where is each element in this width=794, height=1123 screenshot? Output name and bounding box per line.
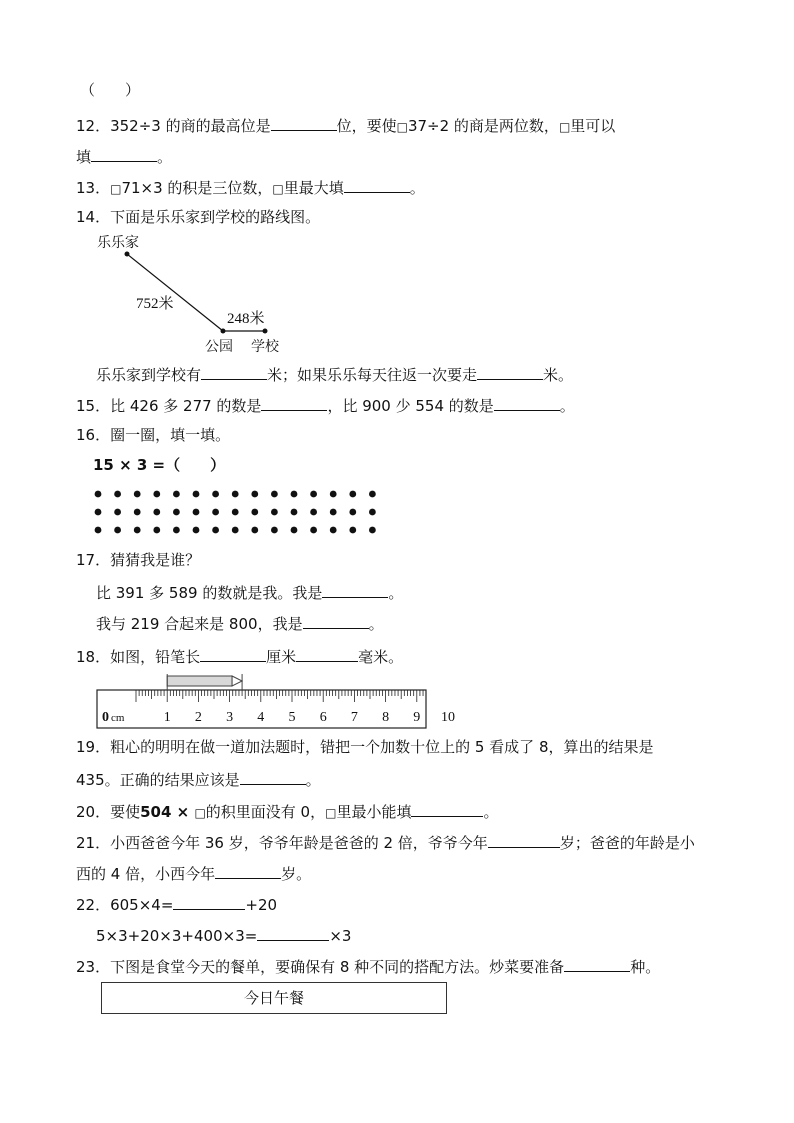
dot[interactable] (349, 509, 356, 516)
box-icon: □ (558, 120, 571, 134)
box-icon: □ (272, 182, 284, 196)
question-14-answer: 乐乐家到学校有 米；如果乐乐每天往返一次要走 米。 (96, 363, 573, 383)
dot[interactable] (114, 509, 121, 516)
dot[interactable] (153, 509, 160, 516)
answer-blank[interactable] (411, 800, 483, 817)
dot[interactable] (271, 491, 278, 498)
dot[interactable] (173, 491, 180, 498)
question-16: 16．圈一圈，填一填。 (76, 426, 231, 444)
answer-blank[interactable] (303, 612, 369, 629)
question-17: 17．猜猜我是谁？ (76, 551, 201, 569)
dot[interactable] (134, 491, 141, 498)
dot[interactable] (95, 527, 102, 534)
ruler-number-label: 6 (319, 710, 327, 725)
question-22-line2: 5×3+20×3+400×3= ×3 (96, 924, 351, 944)
ruler-number-label: 10 (441, 710, 455, 725)
answer-blank[interactable] (240, 768, 306, 785)
ruler-number-label: 8 (382, 710, 390, 725)
ruler-number-label: 7 (350, 710, 358, 725)
question-number: 21． (76, 834, 111, 852)
dot[interactable] (330, 527, 337, 534)
ruler-number-label: 4 (257, 710, 265, 725)
answer-blank[interactable] (173, 893, 245, 910)
dot[interactable] (153, 527, 160, 534)
school-point (263, 329, 268, 334)
box-icon: □ (396, 120, 408, 134)
question-21-line2: 西的 4 倍，小西今年 岁。 (76, 862, 311, 882)
ruler-number-label: 1 (163, 710, 171, 725)
box-icon: □ (325, 806, 337, 820)
question-number: 12． (76, 117, 111, 135)
question-15: 15．比 426 多 277 的数是 ，比 900 少 554 的数是 。 (76, 394, 575, 414)
question-number: 19． (76, 738, 111, 756)
dot[interactable] (173, 527, 180, 534)
menu-title: 今日午餐 (243, 989, 304, 1007)
answer-blank[interactable] (91, 145, 157, 162)
dot[interactable] (251, 491, 258, 498)
dot[interactable] (212, 491, 219, 498)
question-20: 20．要使504 × □的积里面没有 0，□里最小能填 。 (76, 800, 498, 820)
dot[interactable] (271, 527, 278, 534)
dot[interactable] (134, 509, 141, 516)
dot[interactable] (232, 491, 239, 498)
question-22-line1: 22．605×4= +20 (76, 893, 277, 913)
dot[interactable] (251, 509, 258, 516)
label-school: 学校 (251, 339, 279, 355)
answer-blank[interactable] (322, 581, 388, 598)
q11-answer-parens: （ ） (80, 81, 141, 99)
question-16-expression: 15 × 3 =（ ） (93, 456, 226, 474)
question-17-line1: 比 391 多 589 的数就是我。我是 。 (96, 581, 403, 601)
ruler-figure (96, 672, 455, 732)
answer-blank[interactable] (271, 114, 337, 131)
dot[interactable] (310, 509, 317, 516)
question-number: 15． (76, 397, 111, 415)
pencil-body (167, 676, 232, 686)
dot[interactable] (95, 491, 102, 498)
question-13: 13．□71×3 的积是三位数，□里最大填 。 (76, 176, 425, 196)
ruler-zero-label: 0 (102, 710, 109, 725)
box-icon: □ (194, 806, 206, 820)
answer-blank[interactable] (257, 924, 329, 941)
ruler-number-label: 3 (226, 710, 234, 725)
dot[interactable] (369, 527, 376, 534)
dot[interactable] (212, 527, 219, 534)
dot[interactable] (193, 509, 200, 516)
question-number: 20． (76, 803, 111, 821)
dot[interactable] (232, 509, 239, 516)
dot[interactable] (349, 491, 356, 498)
dot[interactable] (251, 527, 258, 534)
question-12-line1: 12．352÷3 的商的最高位是 位，要使□37÷2 的商是两位数，□里可以 (76, 114, 615, 134)
question-19-line1: 19．粗心的明明在做一道加法题时，错把一个加数十位上的 5 看成了 8，算出的结果是 (76, 738, 654, 756)
answer-blank[interactable] (200, 645, 266, 662)
pencil-tip (232, 676, 242, 686)
box-icon: □ (110, 182, 122, 196)
distance-park-school: 248米 (227, 311, 265, 327)
home-point (125, 252, 130, 257)
question-23: 23．下图是食堂今天的餐单，要确保有 8 种不同的搭配方法。炒菜要准备 种。 (76, 955, 660, 975)
dot[interactable] (95, 509, 102, 516)
dot[interactable] (173, 509, 180, 516)
question-21-line1: 21．小西爸爸今年 36 岁，爷爷年龄是爸爸的 2 倍，爷爷今年 岁；爸爸的年龄是小 (76, 831, 695, 851)
ruler-number-label: 2 (194, 710, 202, 725)
question-19-line2: 435。正确的结果应该是 。 (76, 768, 321, 788)
dot[interactable] (369, 491, 376, 498)
question-number: 14． (76, 208, 111, 226)
answer-blank[interactable] (494, 394, 560, 411)
question-number: 16． (76, 426, 111, 444)
park-point (221, 329, 226, 334)
dot[interactable] (134, 527, 141, 534)
answer-blank[interactable] (261, 394, 327, 411)
dot[interactable] (193, 527, 200, 534)
question-number: 23． (76, 958, 111, 976)
question-number: 22． (76, 896, 111, 914)
question-number: 13． (76, 179, 111, 197)
answer-blank[interactable] (488, 831, 560, 848)
dot[interactable] (291, 509, 298, 516)
distance-home-park: 752米 (136, 296, 174, 312)
answer-blank[interactable] (215, 862, 281, 879)
route-map (95, 230, 315, 360)
dot[interactable] (349, 527, 356, 534)
question-number: 18． (76, 648, 111, 666)
dot[interactable] (291, 527, 298, 534)
answer-blank[interactable] (296, 645, 358, 662)
dot[interactable] (232, 527, 239, 534)
answer-blank[interactable] (564, 955, 630, 972)
label-home: 乐乐家 (97, 235, 139, 251)
label-park: 公园 (205, 339, 233, 355)
dot[interactable] (369, 509, 376, 516)
question-17-line2: 我与 219 合起来是 800，我是 。 (96, 612, 384, 632)
dot[interactable] (193, 491, 200, 498)
dot[interactable] (310, 491, 317, 498)
question-14: 14．下面是乐乐家到学校的路线图。 (76, 208, 321, 226)
dot[interactable] (114, 527, 121, 534)
dot[interactable] (330, 491, 337, 498)
answer-blank[interactable] (477, 363, 543, 380)
dot-grid (92, 487, 392, 539)
ruler-number-label: 5 (288, 710, 296, 725)
menu-box (101, 982, 447, 1014)
dot[interactable] (212, 509, 219, 516)
dot[interactable] (271, 509, 278, 516)
answer-blank[interactable] (201, 363, 267, 380)
dot[interactable] (310, 527, 317, 534)
dot[interactable] (330, 509, 337, 516)
dot[interactable] (153, 491, 160, 498)
ruler (96, 672, 455, 732)
ruler-number-label: 9 (413, 710, 421, 725)
question-18: 18．如图，铅笔长 厘米 毫米。 (76, 645, 403, 665)
ruler-unit-label: cm (111, 712, 125, 724)
answer-blank[interactable] (344, 176, 410, 193)
question-12-line2: 填 。 (76, 145, 172, 165)
dot[interactable] (114, 491, 121, 498)
question-number: 17． (76, 551, 111, 569)
dot[interactable] (291, 491, 298, 498)
